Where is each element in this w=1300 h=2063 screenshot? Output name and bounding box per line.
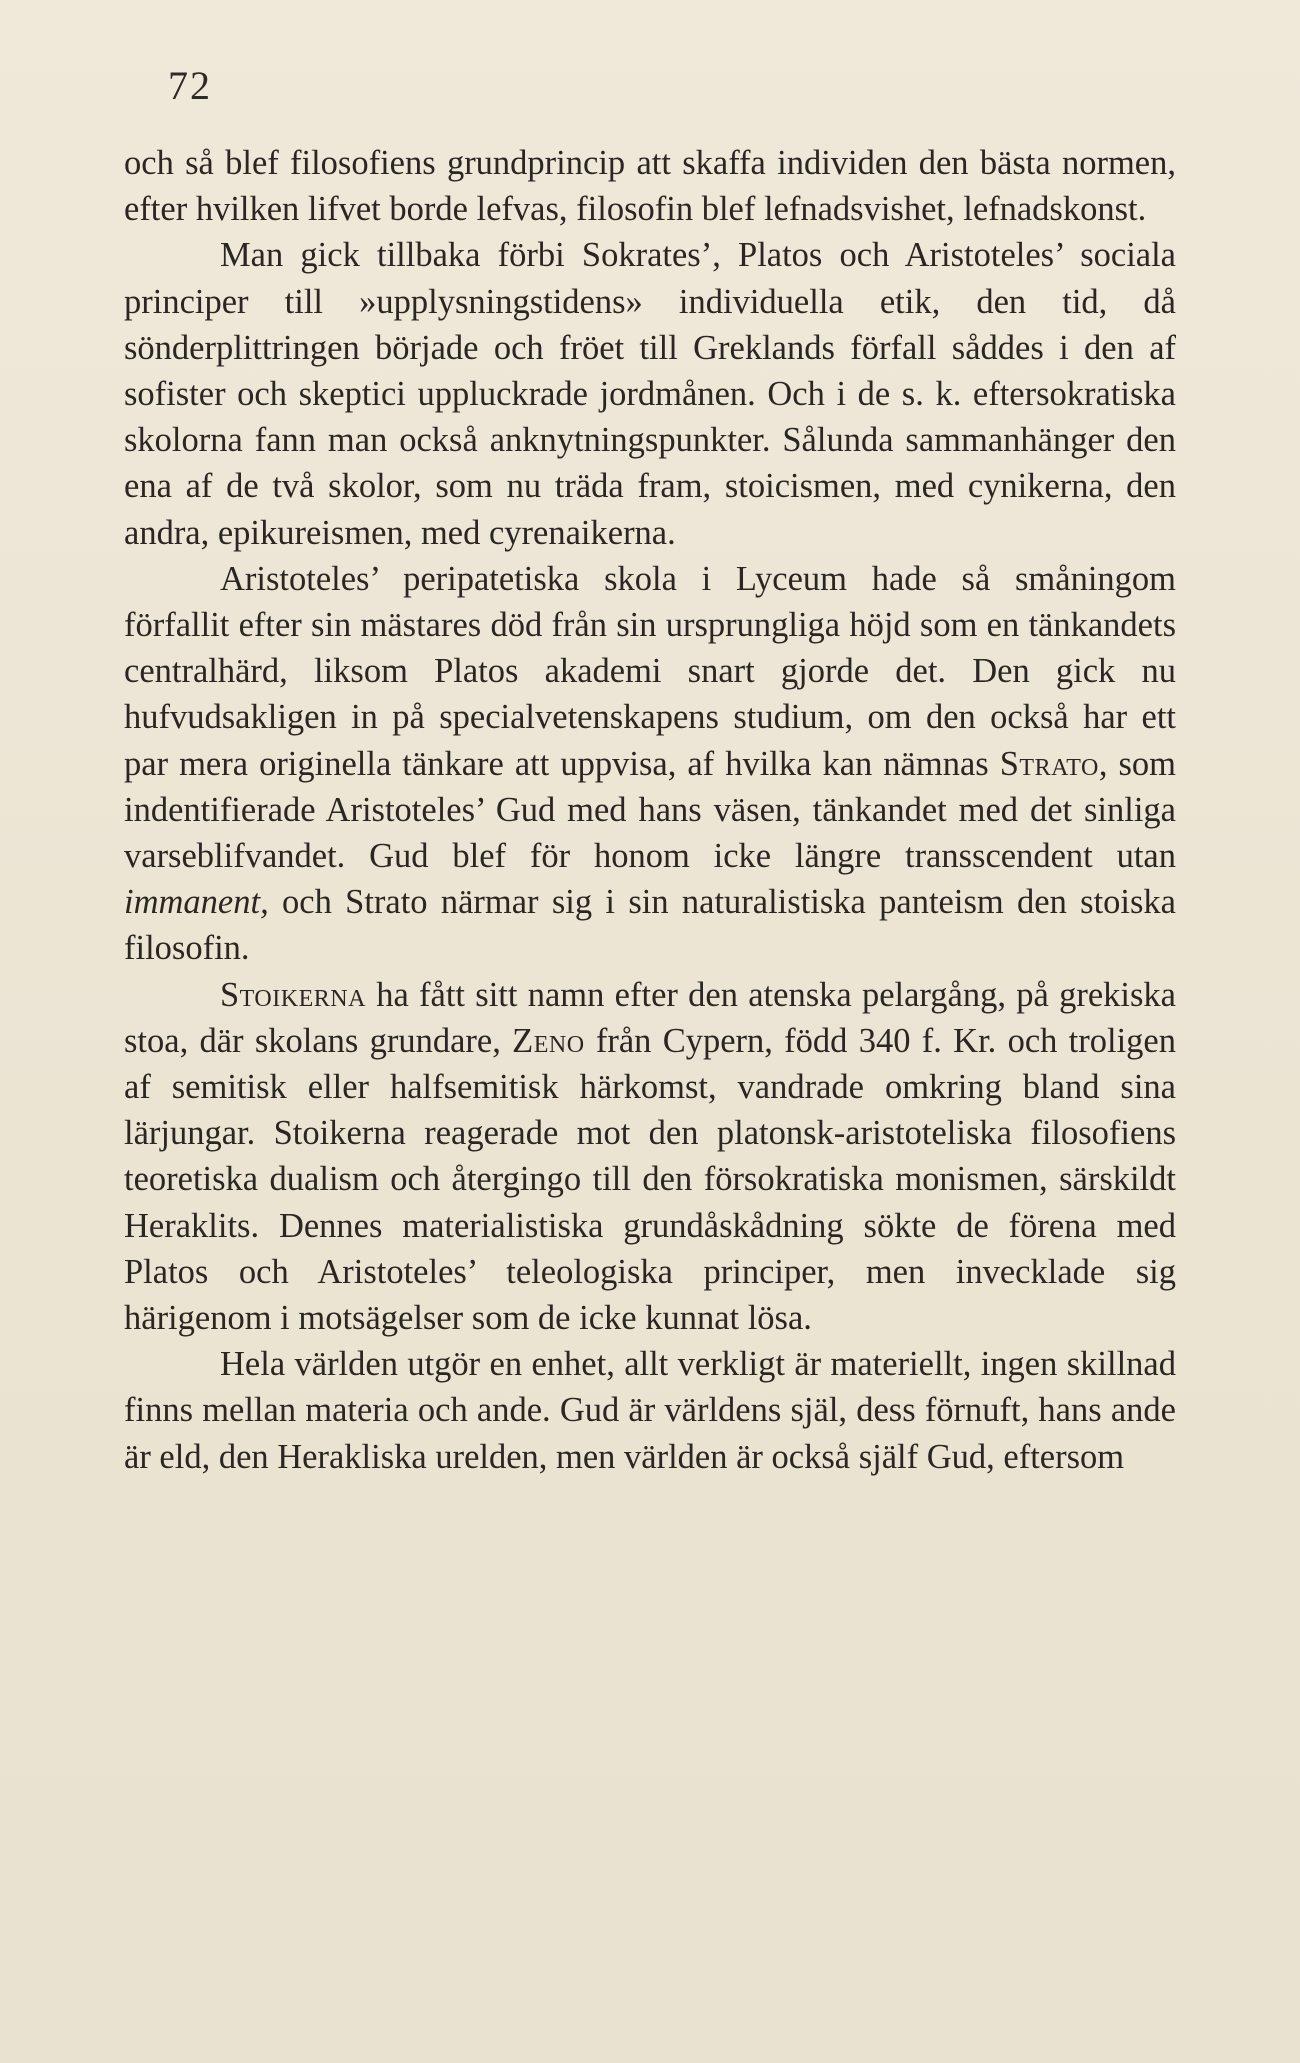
small-caps-name: Strato	[999, 744, 1099, 783]
body-text	[124, 140, 1176, 1480]
text-run: från Cypern, född 340 f. Kr. och troligen af semitisk eller halfsemitisk härkomst, vandrade omkring bland sina lärjungar. Stoikerna reagerade mot den platonsk-aristoteliska filosofiens teoretiska dualism och återgingo till den försokratiska monismen, särskildt Heraklits. Dennes materialistiska grundåskådning sökte de förena med Platos och Aristoteles’ teleologiska principer, men invecklade sig härigenom i motsägelser som de icke kunnat lösa.	[124, 1021, 1176, 1338]
paragraph	[124, 1341, 1176, 1480]
paragraph	[124, 232, 1176, 555]
text-run: och Strato närmar sig i sin naturalistiska panteism den stoiska filosofin.	[124, 883, 1176, 968]
text-run: och så blef filosofiens grundprincip att skaffa individen den bästa normen, efter hvilken lifvet borde lefvas, filosofin blef lefnadsvishet, lefnadskonst.	[124, 144, 1176, 229]
text-run: Aristoteles’ peripatetiska skola i Lyceum hade så småningom förfallit efter sin mästares död från sin ursprungliga höjd som en tänkandets centralhärd, liksom Platos akademi snart gjorde det. Den gick nu hufvudsakligen in på specialvetenskapens studium, om den också har ett par mera originella tänkare att uppvisa, af hvilka kan nämnas	[124, 559, 1176, 783]
paragraph	[124, 972, 1176, 1342]
page-number: 72	[168, 63, 212, 108]
small-caps-name: Stoikerna	[220, 975, 366, 1014]
text-run: , som indentifierade Aristoteles’ Gud med hans väsen, tänkandet med det sinliga varseblifvandet. Gud blef för honom icke längre transscendent utan	[124, 744, 1176, 876]
text-run: Man gick tillbaka förbi Sokrates’, Platos och Aristoteles’ sociala principer till »upplysningstidens» individuella etik, den tid, då sönderplittringen började och fröet till Greklands förfall såddes i den af sofister och skeptici uppluckrade jordmånen. Och i de s. k. eftersokratiska skolorna fann man också anknytningspunkter. Sålunda sammanhänger den ena af de två skolor, som nu träda fram, stoicismen, med cynikerna, den andra, epikureismen, med cyrenaikerna.	[124, 236, 1176, 552]
paragraph	[124, 140, 1176, 232]
italic-term: immanent,	[124, 883, 269, 922]
text-run: Hela världen utgör en enhet, allt verkligt är materiellt, ingen skillnad finns mellan materia och ande. Gud är världens själ, dess förnuft, hans ande är eld, den Herakliska urelden, men världen är också själf Gud, eftersom	[124, 1345, 1176, 1476]
small-caps-name: Zeno	[512, 1021, 585, 1060]
text-run: ha fått sitt namn efter den atenska pelargång, på grekiska stoa, där skolans grundare,	[124, 975, 1176, 1060]
paragraph	[124, 556, 1176, 972]
